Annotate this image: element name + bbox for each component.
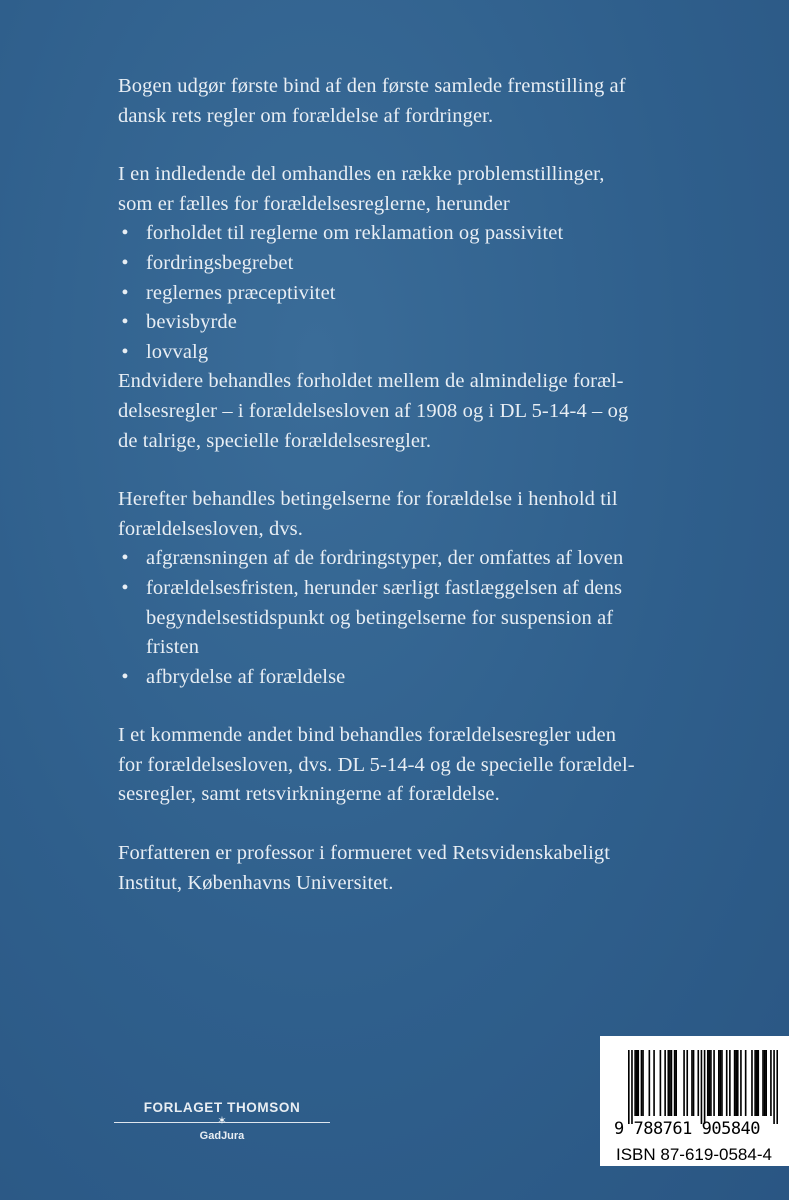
- list-item-text: forældelsesfristen, herunder særligt fastlæggelsen af dens: [146, 576, 623, 599]
- bullet-icon: •: [121, 222, 129, 245]
- barcode-bar: [653, 1050, 655, 1116]
- blurb-line: Forfatteren er professor i formueret ved Retsvidenskabeligt: [118, 842, 611, 865]
- list-item-text: reglernes præceptivitet: [146, 281, 336, 304]
- barcode-bar: [713, 1050, 715, 1116]
- star-icon: ✶: [217, 1114, 227, 1127]
- blurb-line: delsesregler – i forældelsesloven af 1908 og i DL 5-14-4 – og: [118, 399, 629, 422]
- barcode-bar: [751, 1050, 753, 1116]
- blurb-line: I et kommende andet bind behandles forældelsesregler uden: [118, 724, 617, 747]
- list-item-text: forholdet til reglerne om reklamation og passivitet: [146, 222, 564, 245]
- barcode-bar: [721, 1050, 723, 1116]
- barcode-bar: [745, 1050, 747, 1116]
- barcode-bar: [718, 1050, 720, 1116]
- blurb-line: dansk rets regler om forældelse af fordringer.: [118, 104, 494, 127]
- list-item-text: afgrænsningen af de fordringstyper, der omfattes af loven: [146, 547, 624, 570]
- barcode-bar: [628, 1050, 630, 1124]
- barcode-bar: [734, 1050, 736, 1116]
- list-item-text: afbrydelse af forældelse: [146, 665, 346, 688]
- barcode-bar: [675, 1050, 677, 1116]
- barcode-bar: [765, 1050, 767, 1116]
- list-item: [118, 219, 698, 249]
- barcode-bar: [686, 1050, 688, 1116]
- barcode-bar: [649, 1050, 651, 1116]
- part2-bullet-list: [118, 544, 698, 692]
- blurb-intro: [118, 72, 698, 131]
- publisher-name: FORLAGET THOMSON: [143, 1100, 301, 1115]
- barcode-bar: [664, 1050, 666, 1116]
- isbn-number: ISBN 87-619-0584-4: [616, 1145, 772, 1164]
- blurb-line: I en indledende del omhandles en række problemstillinger,: [118, 163, 605, 186]
- bullet-icon: •: [121, 665, 129, 688]
- blurb-part1-tail: [118, 367, 698, 456]
- barcode-bar: [667, 1050, 669, 1116]
- cover-blurb: [118, 72, 698, 898]
- barcode-digits: 9 788761 905840: [614, 1119, 761, 1139]
- blurb-line: sesregler, samt retsvirkningerne af forældelse.: [118, 783, 500, 806]
- barcode-bar: [641, 1050, 643, 1116]
- barcode-bar: [701, 1050, 703, 1124]
- barcode-bar: [773, 1050, 775, 1124]
- list-item-text: begyndelsestidspunkt og betingelserne for suspension af: [146, 606, 614, 629]
- list-item: [118, 338, 698, 368]
- barcode-bar: [762, 1050, 764, 1116]
- barcode-bar: [740, 1050, 742, 1116]
- barcode-bar: [669, 1050, 671, 1116]
- barcode-bar: [757, 1050, 759, 1116]
- barcode-bar: [756, 1050, 758, 1116]
- barcode-label: [600, 1036, 789, 1166]
- barcode-bar: [631, 1050, 633, 1124]
- blurb-line: Bogen udgør første bind af den første samlede fremstilling af: [118, 75, 626, 97]
- barcode-bar: [634, 1050, 636, 1116]
- barcode-bar: [707, 1050, 709, 1116]
- list-item-text: bevisbyrde: [146, 311, 237, 334]
- barcode-bar: [697, 1050, 699, 1116]
- blurb-line: Endvidere behandles forholdet mellem de almindelige foræl-: [118, 370, 624, 393]
- barcode-bar: [726, 1050, 728, 1116]
- blurb-part3: [118, 721, 698, 810]
- blurb-line: de talrige, specielle forældelsesregler.: [118, 429, 432, 452]
- blurb-author: [118, 839, 698, 898]
- barcode-bar: [754, 1050, 756, 1116]
- bullet-icon: •: [121, 311, 129, 334]
- barcode-bar: [683, 1050, 685, 1116]
- barcode-bar: [770, 1050, 772, 1116]
- barcode-bar: [776, 1050, 778, 1124]
- barcode-bar: [710, 1050, 712, 1116]
- barcode-bar: [709, 1050, 711, 1116]
- blurb-line: for forældelsesloven, dvs. DL 5-14-4 og de specielle forældel-: [118, 753, 635, 776]
- barcode-bar: [642, 1050, 644, 1116]
- bullet-icon: •: [121, 576, 129, 599]
- barcode-bar: [764, 1050, 766, 1116]
- blurb-part1-lead: [118, 160, 698, 219]
- barcode-bar: [636, 1050, 638, 1116]
- list-item-text: lovvalg: [146, 340, 209, 363]
- bullet-icon: •: [121, 251, 129, 274]
- barcode-bar: [735, 1050, 737, 1116]
- barcode-bar: [671, 1050, 673, 1116]
- barcode-bar: [637, 1050, 639, 1116]
- barcode-bar: [674, 1050, 676, 1116]
- bullet-icon: •: [121, 340, 129, 363]
- blurb-line: Herefter behandles betingelserne for forældelse i henhold til: [118, 488, 618, 511]
- barcode-bar: [720, 1050, 722, 1116]
- list-item: [118, 279, 698, 309]
- list-item-text: fristen: [146, 636, 200, 659]
- barcode-bar: [704, 1050, 706, 1124]
- barcode-bar: [693, 1050, 695, 1116]
- blurb-line: forældelsesloven, dvs.: [118, 517, 303, 540]
- list-item: [118, 663, 698, 693]
- barcode-bar: [737, 1050, 739, 1116]
- blurb-part2-lead: [118, 485, 698, 544]
- publisher-logo: [108, 1100, 336, 1160]
- blurb-line: Institut, Københavns Universitet.: [118, 871, 394, 894]
- list-item-text: fordringsbegrebet: [146, 251, 294, 274]
- list-item: [118, 544, 698, 574]
- blurb-line: som er fælles for forældelsesreglerne, herunder: [118, 192, 510, 215]
- barcode-bar: [729, 1050, 731, 1116]
- publisher-divider: [114, 1114, 330, 1128]
- bullet-icon: •: [121, 281, 129, 304]
- bullet-icon: •: [121, 547, 129, 570]
- list-item: [118, 574, 698, 663]
- list-item: [118, 308, 698, 338]
- barcode-icon: [628, 1050, 778, 1124]
- list-item: [118, 249, 698, 279]
- publisher-imprint: GadJura: [199, 1130, 245, 1142]
- barcode-bar: [691, 1050, 693, 1116]
- part1-bullet-list: [118, 219, 698, 367]
- barcode-bar: [660, 1050, 662, 1116]
